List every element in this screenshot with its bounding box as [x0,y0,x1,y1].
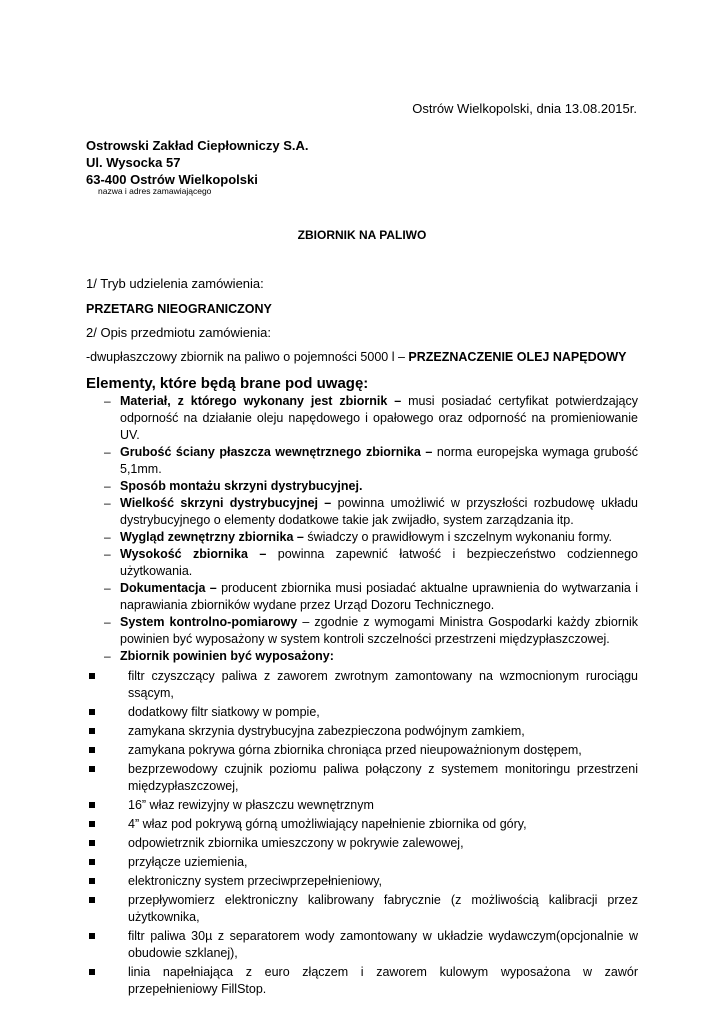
section2-desc-prefix: -dwupłaszczowy zbiornik na paliwo o pojemności 5000 l – [86,350,409,364]
dash-marker: – [104,530,111,544]
item-text: linia napełniająca z euro złączem i zaworem kulowym wyposażona w zawór przepełnieniowy FillStop. [128,965,638,996]
list-item [86,478,638,495]
square-bullet-icon [89,723,103,740]
square-bullet-icon [89,964,103,981]
item-bold: System kontrolno-pomiarowy [120,615,298,629]
square-bullet-icon [89,797,103,814]
section2-description [86,350,626,364]
item-text: powinna umożliwić w przyszłości rozbudowę układu dystrybucyjnego o elementy dodatkowe takie jak zwijadło, system zarządzania itp. [120,496,638,527]
square-bullet-icon [89,816,103,833]
equipment-item [86,835,638,852]
item-text: zamykana pokrywa górna zbiornika chroniąca przed nieupoważnionym dostępem, [128,743,582,757]
equipment-item [86,892,638,926]
square-bullet-icon [89,892,103,909]
square-bullet-icon [89,668,103,685]
item-text: – zgodnie z wymogami Ministra Gospodarki każdy zbiornik powinien być wyposażony w system kontroli szczelności przestrzeni międzypłaszczowej. [120,615,638,646]
dash-marker: – [104,394,111,408]
square-bullet-icon [89,761,103,778]
item-bold: Sposób montażu skrzyni dystrybucyjnej. [120,479,363,493]
addressee-street: Ul. Wysocka 57 [86,155,181,170]
square-bullet-icon [89,835,103,852]
dash-marker: – [104,479,111,493]
item-text: przepływomierz elektroniczny kalibrowany fabrycznie (z możliwością kalibracji przez użytkownika, [128,893,638,924]
addressee-name: Ostrowski Zakład Ciepłowniczy S.A. [86,138,309,153]
list-item [86,546,638,580]
item-bold: Wysokość zbiornika – [120,547,278,561]
requirements-list [86,393,638,1000]
square-bullet-icon [89,742,103,759]
equipment-item [86,928,638,962]
section2-desc-bold: PRZEZNACZENIE OLEJ NAPĘDOWY [408,350,627,364]
item-text: filtr czyszczący paliwa z zaworem zwrotnym zamontowany na wzmocnionym rurociągu ssącym, [128,669,638,700]
item-text: odpowietrznik zbiornika umieszczony w pokrywie zalewowej, [128,836,464,850]
list-item [86,495,638,529]
item-text: musi posiadać certyfikat potwierdzający odporność na działanie oleju napędowego i opałowego oraz odporność na promieniowanie UV. [120,394,638,442]
list-item [86,580,638,614]
item-text: dodatkowy filtr siatkowy w pompie, [128,705,320,719]
square-bullet-icon [89,854,103,871]
item-bold: Grubość ściany płaszcza wewnętrznego zbiornika – [120,445,437,459]
item-text: powinna zapewnić łatwość i bezpieczeństwo codziennego użytkowania. [120,547,638,578]
dash-marker: – [104,649,111,663]
equipment-item [86,873,638,890]
list-item [86,444,638,478]
dash-marker: – [104,615,111,629]
date-line: Ostrów Wielkopolski, dnia 13.08.2015r. [412,101,637,116]
item-text: producent zbiornika musi posiadać aktualne uprawnienia do wytwarzania i naprawiania zbiorników wydane przez Urząd Dozoru Technicznego. [120,581,638,612]
equipment-item [86,854,638,871]
item-bold: Zbiornik powinien być wyposażony: [120,649,334,663]
list-item [86,648,638,665]
equipment-item [86,742,638,759]
list-item [86,393,638,444]
square-bullet-icon [89,704,103,721]
item-text: 4” właz pod pokrywą górną umożliwiający napełnienie zbiornika od góry, [128,817,527,831]
item-text: przyłącze uziemienia, [128,855,248,869]
equipment-item [86,704,638,721]
equipment-item [86,816,638,833]
dash-marker: – [104,496,111,510]
item-bold: Wygląd zewnętrzny zbiornika – [120,530,308,544]
square-bullet-icon [89,873,103,890]
item-bold: Wielkość skrzyni dystrybucyjnej – [120,496,338,510]
item-text: elektroniczny system przeciwprzepełnieniowy, [128,874,383,888]
equipment-item [86,761,638,795]
item-text: bezprzewodowy czujnik poziomu paliwa połączony z systemem monitoringu przestrzeni międzypłaszczowej, [128,762,638,793]
item-text: filtr paliwa 30µ z separatorem wody zamontowany w układzie wydawczym(opcjonalnie w obudowie szklanej), [128,929,638,960]
document-title: ZBIORNIK NA PALIWO [297,228,427,242]
list-item [86,614,638,648]
item-bold: Materiał, z którego wykonany jest zbiornik – [120,394,409,408]
equipment-item [86,723,638,740]
equipment-item [86,668,638,702]
item-bold: Dokumentacja – [120,581,222,595]
addressee-note: nazwa i adres zamawiającego [98,186,212,196]
section1-label: 1/ Tryb udzielenia zamówienia: [86,276,264,291]
equipment-item [86,797,638,814]
item-text: świadczy o prawidłowym i szczelnym wykonaniu formy. [307,530,613,544]
item-text: zamykana skrzynia dystrybucyjna zabezpieczona podwójnym zamkiem, [128,724,525,738]
addressee-block [86,137,309,188]
section2-label: 2/ Opis przedmiotu zamówienia: [86,325,271,340]
dash-marker: – [104,581,111,595]
section1-value: PRZETARG NIEOGRANICZONY [86,302,272,316]
square-bullet-icon [89,928,103,945]
elements-heading: Elementy, które będą brane pod uwagę: [86,375,369,392]
dash-marker: – [104,445,111,459]
list-item [86,529,638,546]
addressee-city: 63-400 Ostrów Wielkopolski [86,172,258,187]
equipment-item [86,964,638,998]
item-text: 16” właz rewizyjny w płaszczu wewnętrznym [128,798,374,812]
dash-marker: – [104,547,111,561]
item-text: norma europejska wymaga grubość 5,1mm. [120,445,638,476]
